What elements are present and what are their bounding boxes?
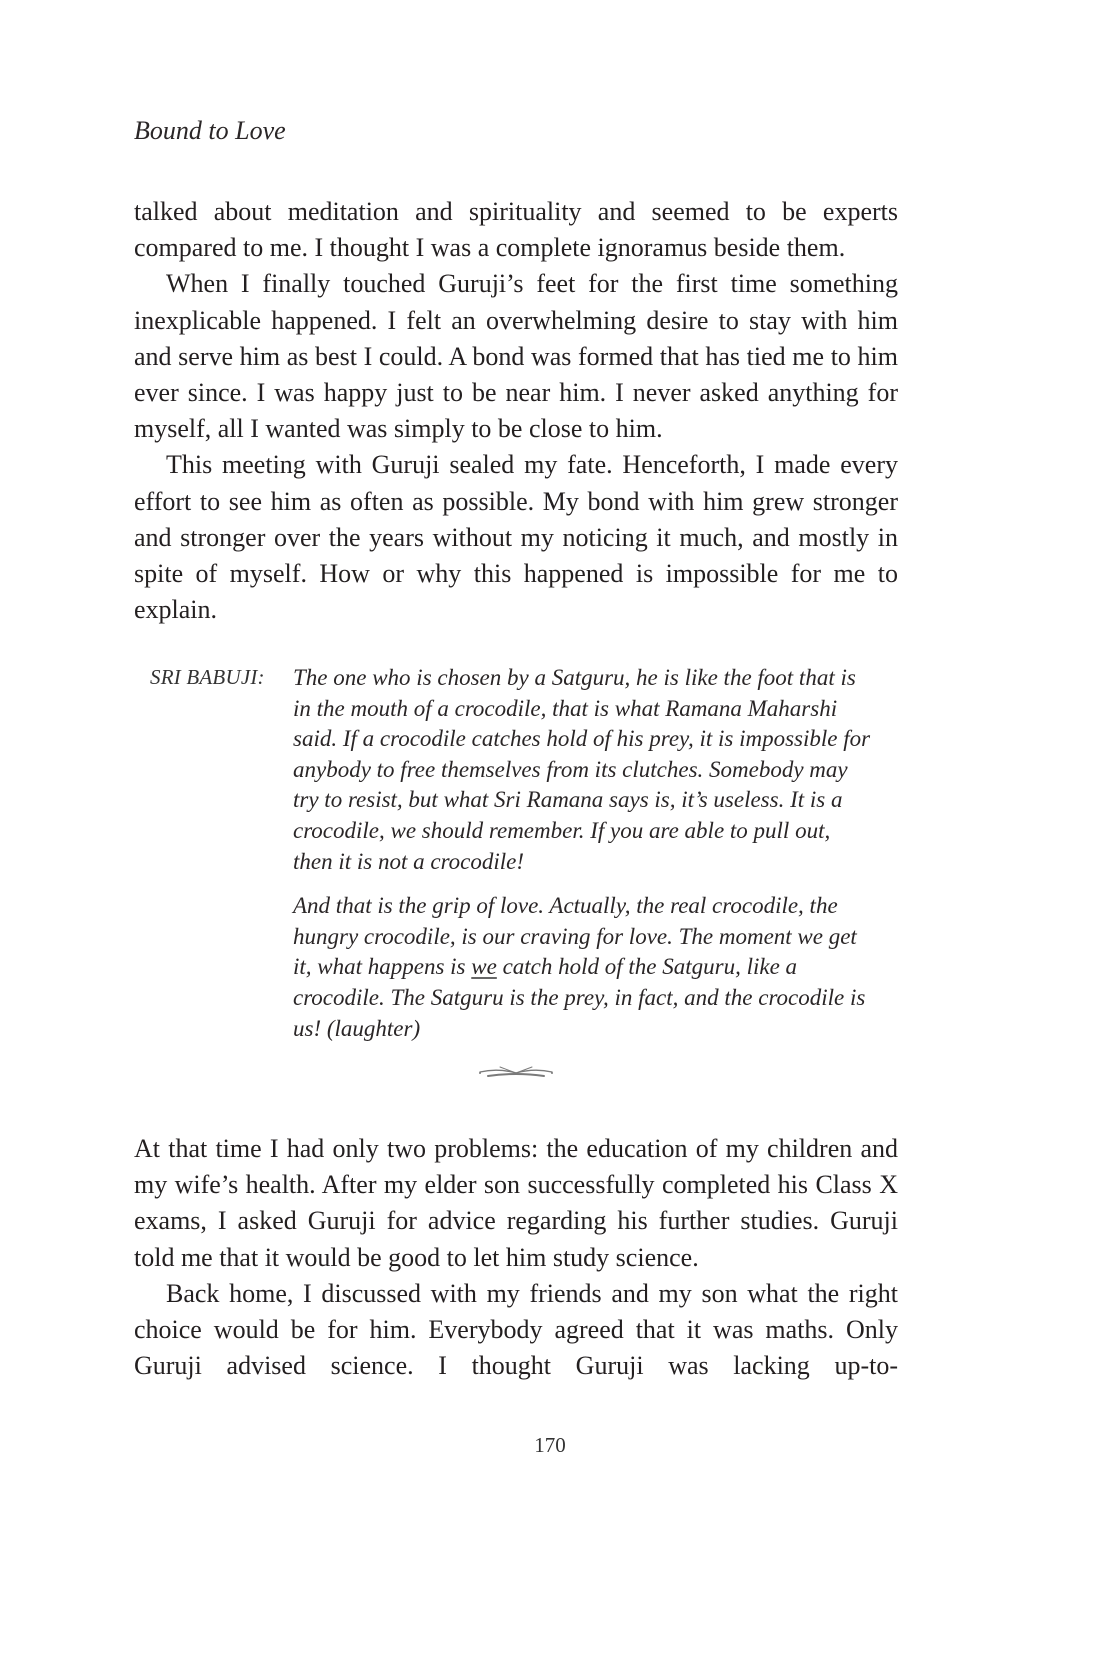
quotation-paragraph: The one who is chosen by a Satguru, he is like the foot that is in the mouth of a crocodile, that is what Ramana Maharshi said. If a crocodile catches hold of his prey, it is impossible for anybody to free themselves from its clutches. Somebody may try to resist, but what Sri Ramana says is, it’s useless. It is a crocodile, we should remember. If you are able to pull out, then it is not a crocodile! bbox=[293, 665, 871, 874]
underlined-word: we bbox=[471, 954, 497, 980]
running-head: Bound to Love bbox=[134, 116, 286, 145]
paragraph: At that time I had only two problems: the education of my children and my wife’s health. After my elder son successfully completed his Class X exams, I asked Guruji for advice regarding his further studies. Guruji told me that it would be good to let him study science. bbox=[134, 1134, 898, 1272]
quote-text: catch hold of the Satguru, like a crocodile. The Satguru is the prey, in fact, and the crocodile is us! (laughter) bbox=[293, 954, 866, 1041]
quote-text: And that is the grip of love. Actually, the real crocodile, the hungry crocodile, is our craving for love. The moment we get it, what happens is bbox=[293, 893, 857, 980]
paragraph: talked about meditation and spirituality and seemed to be experts compared to me. I thought I was a complete ignoramus beside them. bbox=[134, 197, 898, 263]
body-text-block bbox=[134, 194, 898, 628]
paragraph: When I finally touched Guruji’s feet for the first time something inexplicable happened. I felt an overwhelming desire to stay with him and serve him as best I could. A bond was formed that has tied me to him ever since. I was happy just to be near him. I never asked anything for myself, all I wanted was simply to be close to him. bbox=[134, 269, 898, 444]
quotation-text bbox=[293, 663, 873, 1058]
page-number: 170 bbox=[534, 1433, 566, 1457]
speaker-label: SRI BABUJI: bbox=[150, 665, 265, 689]
paragraph: Back home, I discussed with my friends and my son what the right choice would be for him. Everybody agreed that it was maths. Only Guruji advised science. I thought Guruji was lacking up-to- bbox=[134, 1278, 898, 1381]
paragraph: This meeting with Guruji sealed my fate. Henceforth, I made every effort to see him as often as possible. My bond with him grew stronger and stronger over the years without my noticing it much, and mostly in spite of myself. How or why this happened is impossible for me to explain. bbox=[134, 450, 898, 625]
quotation-paragraph bbox=[293, 891, 873, 1044]
body-text-block bbox=[134, 1131, 898, 1384]
section-break-flourish-icon bbox=[478, 1064, 554, 1080]
